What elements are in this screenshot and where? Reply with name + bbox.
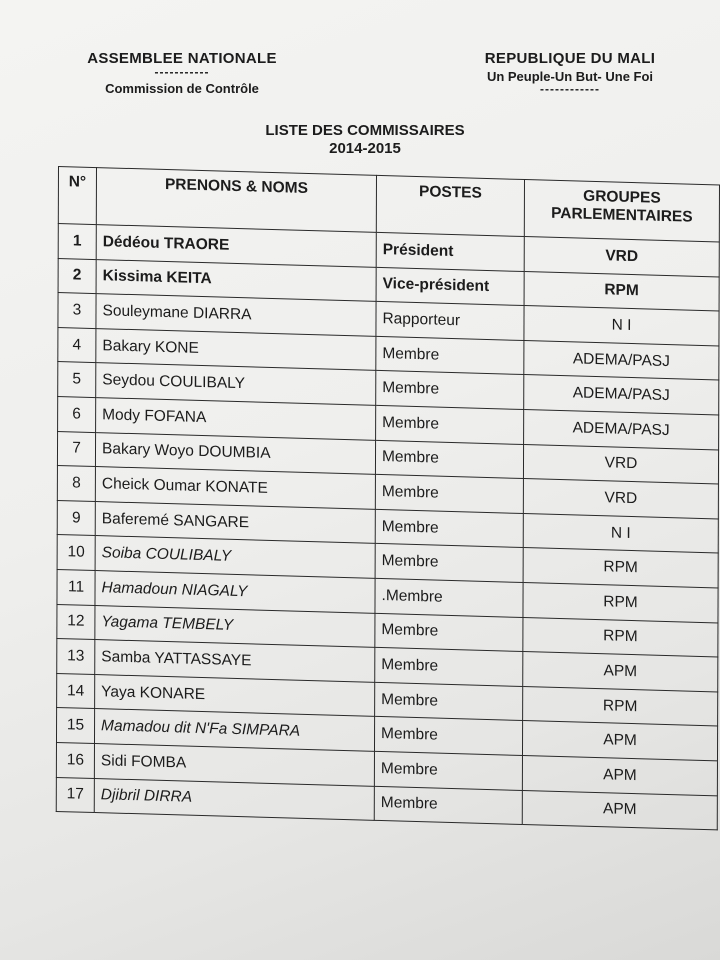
- country-name: REPUBLIQUE DU MALI: [484, 50, 656, 67]
- list-period: 2014-2015: [329, 140, 401, 157]
- row-number: 17: [56, 777, 94, 813]
- header-right: [440, 50, 700, 96]
- row-number: 9: [57, 500, 95, 536]
- member-group: RPM: [523, 582, 718, 622]
- member-group: APM: [522, 790, 717, 830]
- member-post: Membre: [375, 544, 523, 583]
- row-number: 2: [58, 258, 96, 294]
- header-left: [62, 50, 302, 96]
- list-title-text: LISTE DES COMMISSAIRES: [265, 122, 465, 139]
- header-right-separator: ------------: [540, 82, 600, 96]
- row-number: 5: [58, 362, 96, 398]
- member-name: Cheick Oumar KONATE: [95, 467, 375, 509]
- institution-name: ASSEMBLEE NATIONALE: [87, 50, 277, 67]
- member-group: APM: [523, 652, 718, 692]
- row-number: 13: [57, 639, 95, 675]
- row-number: 14: [57, 673, 95, 709]
- header-groups: GROUPES PARLEMENTAIRES: [524, 180, 719, 242]
- member-post: Membre: [374, 751, 522, 790]
- row-number: 1: [58, 224, 96, 260]
- row-number: 11: [57, 569, 95, 605]
- member-post: Membre: [375, 682, 523, 721]
- member-group: VRD: [523, 444, 718, 484]
- commission-name: Commission de Contrôle: [105, 81, 259, 96]
- member-name: Seydou COULIBALY: [96, 363, 376, 405]
- member-post: Rapporteur: [376, 302, 524, 341]
- national-motto: Un Peuple-Un But- Une Foi: [486, 69, 654, 84]
- row-number: 15: [56, 708, 94, 744]
- member-name: Yagama TEMBELY: [95, 605, 375, 647]
- member-post: Président: [376, 232, 524, 271]
- row-number: 8: [57, 466, 95, 502]
- member-post: Membre: [375, 440, 523, 479]
- member-name: Baferemé SANGARE: [95, 501, 375, 543]
- member-group: ADEMA/PASJ: [524, 409, 719, 449]
- member-group: ADEMA/PASJ: [524, 340, 719, 380]
- member-post: Membre: [376, 405, 524, 444]
- row-number: 6: [58, 396, 96, 432]
- header-posts: POSTES: [376, 175, 524, 236]
- member-group: RPM: [523, 548, 718, 588]
- member-post: Membre: [375, 647, 523, 686]
- member-post: Membre: [375, 509, 523, 548]
- member-name: Hamadoun NIAGALY: [95, 570, 375, 612]
- row-number: 10: [57, 535, 95, 571]
- header-no: N°: [58, 167, 96, 225]
- member-name: Mody FOFANA: [96, 398, 376, 440]
- member-name: Samba YATTASSAYE: [95, 640, 375, 682]
- member-group: APM: [522, 755, 717, 795]
- member-group: N I: [524, 306, 719, 346]
- member-post: Membre: [374, 717, 522, 756]
- member-post: Membre: [374, 786, 522, 825]
- member-name: Souleymane DIARRA: [96, 294, 376, 336]
- member-post: Vice-président: [376, 267, 524, 306]
- member-name: Djibril DIRRA: [94, 778, 374, 820]
- member-name: Kissima KEITA: [96, 259, 376, 301]
- header-left-separator: -----------: [154, 65, 210, 79]
- row-number: 3: [58, 293, 96, 329]
- row-number: 7: [57, 431, 95, 467]
- list-title: [200, 122, 530, 158]
- member-group: RPM: [523, 686, 718, 726]
- row-number: 16: [56, 742, 94, 778]
- member-post: Membre: [375, 475, 523, 514]
- header-names: PRENONS & NOMS: [96, 168, 376, 233]
- member-name: Soiba COULIBALY: [95, 536, 375, 578]
- member-name: Mamadou dit N'Fa SIMPARA: [94, 709, 374, 751]
- member-name: Sidi FOMBA: [94, 743, 374, 785]
- member-post: .Membre: [375, 578, 523, 617]
- member-post: Membre: [375, 613, 523, 652]
- member-post: Membre: [376, 336, 524, 375]
- member-post: Membre: [376, 371, 524, 410]
- member-name: Bakary Woyo DOUMBIA: [95, 432, 375, 474]
- member-group: APM: [522, 721, 717, 761]
- member-group: VRD: [524, 237, 719, 277]
- member-name: Yaya KONARE: [95, 674, 375, 716]
- member-name: Bakary KONE: [96, 328, 376, 370]
- member-group: RPM: [524, 271, 719, 311]
- member-name: Dédéou TRAORE: [96, 225, 376, 267]
- commissioners-table: [56, 166, 720, 831]
- member-group: N I: [523, 513, 718, 553]
- member-group: ADEMA/PASJ: [524, 375, 719, 415]
- row-number: 12: [57, 604, 95, 640]
- member-group: RPM: [523, 617, 718, 657]
- row-number: 4: [58, 327, 96, 363]
- member-group: VRD: [523, 479, 718, 519]
